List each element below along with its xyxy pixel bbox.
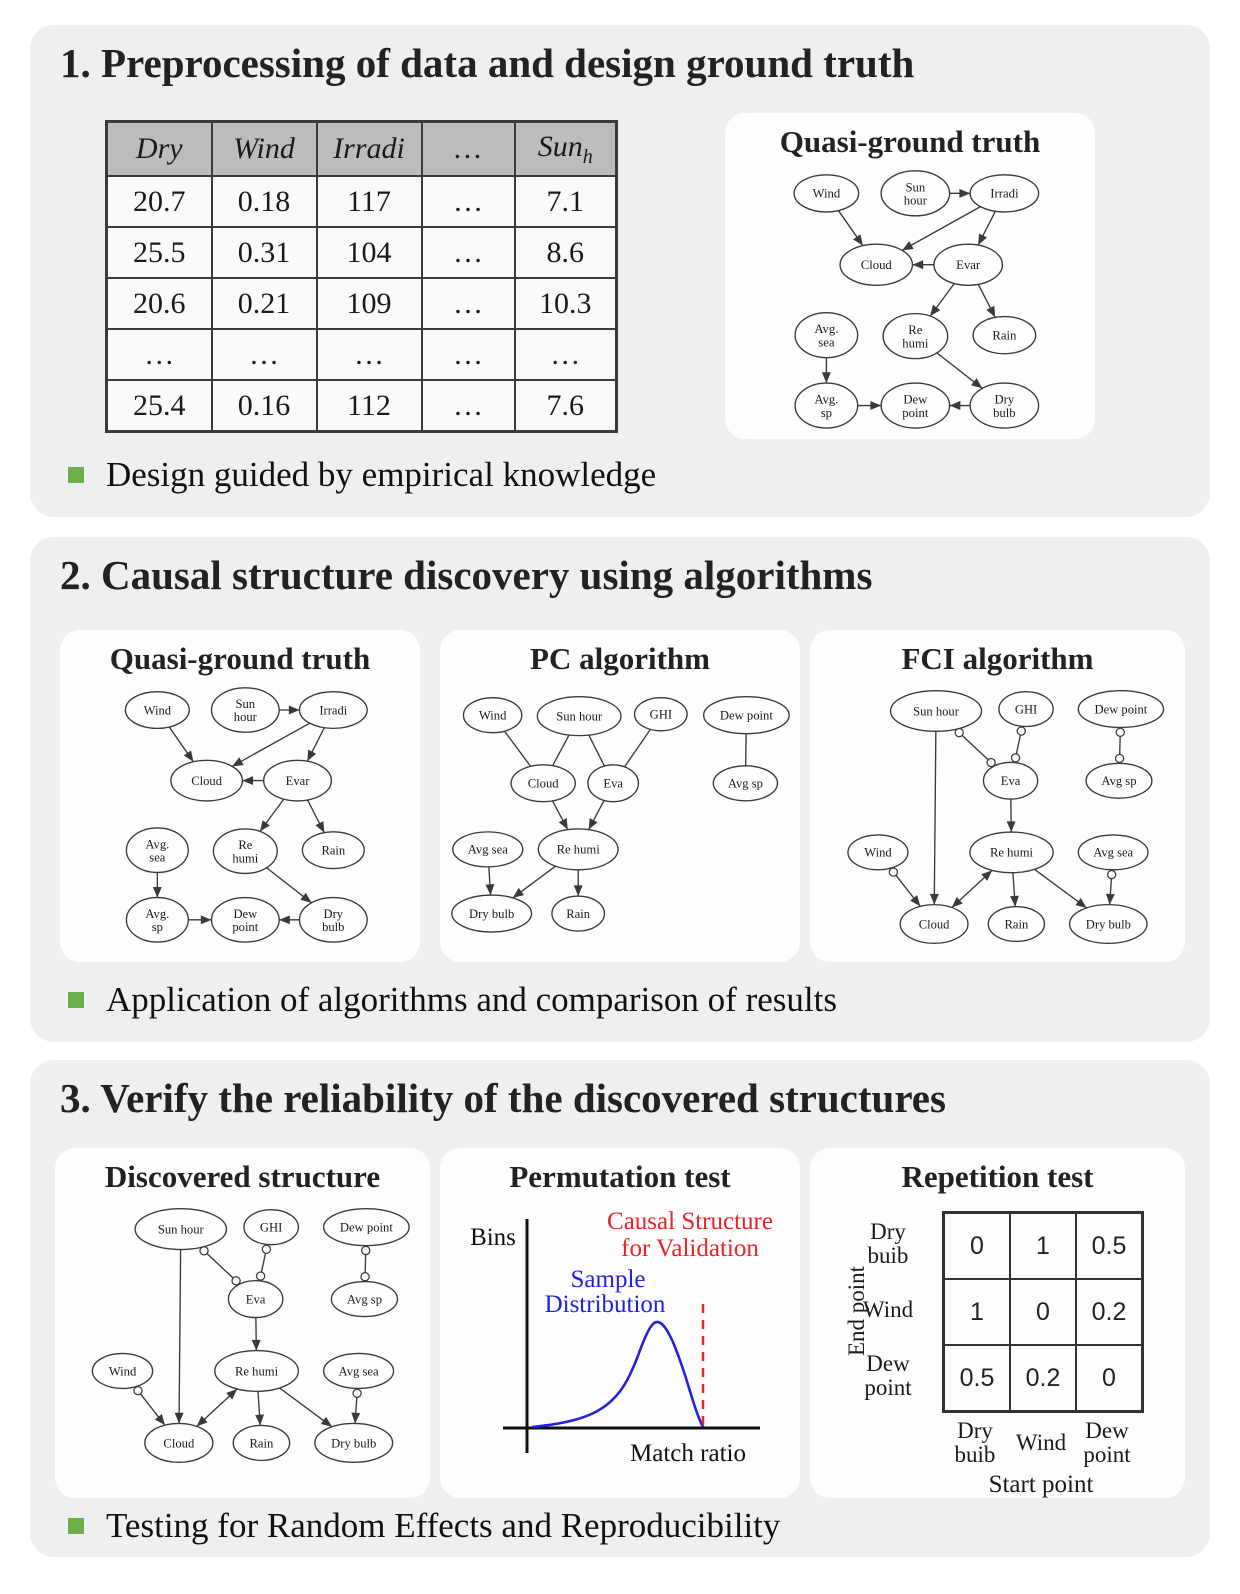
graph-node-ghi [635,698,688,731]
graph-edge-eva-rehumi [1007,799,1016,832]
svg-text:GHI: GHI [1014,702,1038,717]
table-cell: 10.3 [515,278,617,329]
svg-text:Dew point: Dew point [339,1220,393,1235]
graph-edge-sunhour-eva [955,729,995,767]
arrowhead [321,1417,332,1427]
quasi-ground-truth-graph-2 [67,681,413,944]
graph-edge-avgsea-drybulb [1106,870,1116,905]
svg-text:Rain: Rain [321,843,346,858]
graph-edge-avgsp-dewpoint [188,915,211,924]
matrix-cell: 1 [944,1279,1010,1345]
graph-edge-cloud-rehumi [553,801,568,830]
arrowhead [574,885,583,896]
svg-text:Rain: Rain [566,906,591,921]
graph-node-irradi [299,692,367,729]
graph-node-avgsp [795,383,858,428]
table-cell: 0.21 [212,278,317,329]
graph-edge-ghi-eva [1011,726,1025,762]
arrowhead [971,378,982,388]
table-row [107,329,617,380]
section-1-preprocessing [30,25,1210,517]
bullet-text-2: Application of algorithms and comparison of results [106,980,837,1019]
graph-node-eva [228,1281,282,1318]
svg-text:Eva: Eva [603,776,624,791]
table-cell: 0.18 [212,176,317,227]
graph-node-avgsea [1078,835,1148,870]
matrix-cell: 0 [1076,1345,1142,1411]
svg-text:Rehumi: Re humi [232,838,259,866]
arrowhead [300,893,311,903]
graph-node-dewpoint [324,1209,410,1246]
graph-edge-evar-rain [308,800,325,833]
matrix-cell: 0 [944,1213,1010,1279]
graph-node-rehumi [213,829,277,873]
table-cell: 0.31 [212,227,317,278]
section-1-title: 1. Preprocessing of data and design ground truth [60,40,915,86]
card-title-quasi-1: Quasi-ground truth [779,124,1041,159]
graph-edge-sunhour-cloud [930,731,939,904]
graph-node-rain [552,896,605,931]
svg-text:Sun hour: Sun hour [913,704,959,719]
arrowhead [930,894,939,905]
table-row [107,380,617,432]
graph-node-cloud [171,760,243,801]
card-discovered-structure [55,1148,430,1498]
arrowhead [485,884,494,895]
graph-edge-wind-cloud [134,1387,165,1426]
svg-text:Rehumi: Re humi [902,323,929,351]
arrowhead [351,1412,360,1423]
matrix-row-label: Wind [862,1296,914,1322]
table-cell: 104 [317,227,422,278]
graph-edge-dewpoint-avgsp [1116,727,1125,763]
card-title-discovered: Discovered structure [104,1159,381,1194]
graph-edge-drybulb-dewpoint [279,915,299,924]
graph-node-drybulb [315,1423,393,1462]
y-axis-label: Bins [470,1224,516,1251]
svg-text:Avg.sp: Avg. sp [145,906,170,934]
matrix-grid [942,1211,1144,1413]
sample-distribution-curve [532,1322,703,1427]
arrowhead [902,241,914,250]
arrowhead [950,401,961,410]
graph-edge-wind-cloud [505,731,531,766]
graph-node-rehumi [215,1351,299,1392]
graph-node-eva [588,765,639,802]
graph-node-avgsea [453,832,523,867]
table-cell: 0.16 [212,380,317,432]
pc-algorithm-graph [445,681,795,939]
matrix-col-label: Dew point [1083,1417,1131,1467]
matrix-row-label: Dew point [864,1350,912,1400]
arrowhead [910,895,920,906]
svg-text:Irradi: Irradi [990,186,1019,201]
graph-edge-sunhour-eva [200,1247,240,1285]
svg-text:Rain: Rain [992,328,1017,343]
x-axis-label: Match ratio [630,1440,746,1467]
graph-edge-sunhour-cloud [175,1250,184,1424]
graph-node-sunhour [881,171,949,216]
table-cell: … [422,227,515,278]
matrix-row-label: Dry buib [867,1218,909,1268]
bullet-row-2 [68,980,837,1020]
graph-edge-sunhour-irradi [950,189,971,198]
matrix-cell: 0.2 [1076,1279,1142,1345]
bullet-icon [68,992,84,1008]
graph-edge-cloud-rehumi [952,870,992,907]
graph-node-cloud [145,1423,213,1462]
arrowhead [1075,898,1086,908]
matrix-cell: 0.2 [1010,1345,1076,1411]
svg-text:Wind: Wind [108,1364,137,1379]
graph-edge-wind-cloud [889,868,920,906]
quasi-ground-truth-graph-1 [735,164,1085,430]
graph-node-rehumi [970,832,1053,873]
svg-text:GHI: GHI [649,707,673,722]
matrix-col-label: Wind [1015,1429,1067,1455]
graph-node-rain [302,832,364,869]
svg-text:Cloud: Cloud [191,773,222,788]
graph-edge-rehumi-drybulb [1034,869,1086,908]
svg-text:Drybulb: Dry bulb [993,392,1016,420]
arrowhead [822,372,831,383]
graph-edge-cloud-rehumi [197,1389,237,1426]
graph-edge-evar-rehumi [930,283,954,316]
matrix-cell: 0 [1010,1279,1076,1345]
svg-text:Sunhour: Sun hour [903,180,928,208]
arrowhead [175,1413,184,1424]
table-header-cell: Wind [212,122,317,177]
graph-node-evar [264,760,332,801]
graph-node-sunhour [537,697,621,736]
graph-edge-wind-cloud [169,727,193,762]
graph-edge-evar-rain [978,284,995,317]
graph-node-avgsp [1086,763,1152,798]
table-cell: … [422,176,515,227]
graph-node-avgsp [331,1282,397,1317]
graph-node-sunhour [135,1209,226,1250]
bullet-row-3 [68,1506,780,1546]
validation-label-line1: Causal Structure [607,1208,773,1235]
start-point-axis-label: Start point [988,1471,1094,1498]
card-quasi-ground-truth-1 [725,113,1095,439]
graph-node-dewpoint [1078,691,1163,728]
graph-edge-evar-cloud [242,776,263,785]
graph-node-cloud [840,244,912,285]
arrowhead [870,401,881,410]
table-cell: 7.6 [515,380,617,432]
graph-node-dewpoint [704,697,790,734]
svg-text:Avg.sea: Avg. sea [814,322,839,350]
table-header-cell: … [422,122,515,177]
svg-text:Evar: Evar [956,258,981,273]
table-row [107,227,617,278]
arrowhead [853,234,863,245]
svg-text:Rain: Rain [1004,917,1029,932]
graph-node-evar [934,244,1002,285]
bullet-text-3: Testing for Random Effects and Reproducibility [106,1506,781,1545]
table-cell: 20.7 [107,176,212,227]
graph-edge-rehumi-drybulb [513,866,556,898]
graph-node-sunhour [211,688,279,732]
bullet-row-1 [68,455,656,495]
graph-node-cloud [511,765,575,802]
graph-node-drybulb [299,898,367,942]
graph-node-rehumi [538,829,618,870]
table-cell: … [422,380,515,432]
table-cell: 7.1 [515,176,617,227]
graph-node-dewpoint [211,898,279,942]
table-header-cell: Irradi [317,122,422,177]
section-3-verify [30,1060,1210,1557]
graph-node-dewpoint [881,383,949,428]
svg-text:Wind: Wind [812,186,841,201]
card-repetition-test [810,1148,1185,1498]
svg-text:Avg sp: Avg sp [346,1292,383,1307]
table-cell: 8.6 [515,227,617,278]
graph-edge-drybulb-dewpoint [950,401,971,410]
graph-edge-wind-cloud [838,211,862,246]
graph-edge-evar-rehumi [260,799,284,831]
graph-node-wind [125,692,189,729]
arrowhead [930,305,940,316]
graph-node-rain [973,317,1036,354]
matrix-cell: 0.5 [944,1345,1010,1411]
svg-text:Sun hour: Sun hour [157,1222,204,1237]
arrowhead [232,757,243,766]
table-cell: … [107,329,212,380]
graph-node-avgsea [324,1353,394,1388]
graph-node-drybulb [1070,905,1147,944]
table-row [107,278,617,329]
svg-text:Cloud: Cloud [527,776,559,791]
arrowhead [153,887,162,898]
arrowhead [513,888,524,898]
sample-label-line1: Sample [570,1266,646,1293]
graph-node-rain [233,1425,289,1460]
graph-edge-dewpoint-avgsp [361,1246,370,1282]
arrowhead [260,820,270,831]
graph-edge-avgsea-avgsp [153,872,162,897]
arrowhead [252,1340,261,1351]
table-cell: 20.6 [107,278,212,329]
svg-text:Avg sea: Avg sea [1093,845,1134,860]
svg-text:Cloud: Cloud [860,258,892,273]
arrowhead [1010,896,1019,907]
bullet-icon [68,467,84,483]
graph-edge-irradi-evar [978,211,995,245]
svg-text:Irradi: Irradi [319,703,348,718]
graph-node-irradi [970,175,1038,212]
graph-edge-ghi-eva [257,1245,271,1281]
card-title-quasi-2: Quasi-ground truth [109,641,371,676]
graph-node-wind [92,1353,152,1388]
validation-label-line2: for Validation [621,1235,759,1262]
bullet-icon [68,1518,84,1534]
graph-edge-avgsea-avgsp [822,358,831,383]
svg-text:Drybulb: Dry bulb [322,906,345,934]
arrowhead [1007,821,1016,832]
svg-text:Cloud: Cloud [163,1436,195,1451]
svg-text:Avg sea: Avg sea [338,1364,379,1379]
data-table [105,120,618,433]
table-cell: … [422,329,515,380]
graph-edge-avgsea-drybulb [485,867,494,895]
graph-node-drybulb [970,383,1038,428]
svg-text:Avg sp: Avg sp [727,776,764,791]
graph-edge-rehumi-drybulb [937,353,982,388]
svg-text:GHI: GHI [259,1220,283,1235]
repetition-matrix [810,1198,1185,1498]
table-cell: 109 [317,278,422,329]
svg-text:Evar: Evar [285,773,310,788]
arrowhead [959,189,970,198]
graph-edge-sunhour-eva [589,735,605,766]
table-cell: 25.5 [107,227,212,278]
svg-text:Eva: Eva [245,1292,266,1307]
svg-text:Cloud: Cloud [918,917,950,932]
graph-edge-avgsp-dewpoint [858,401,881,410]
graph-edge-rehumi-drybulb [267,868,312,903]
svg-text:Rain: Rain [249,1436,274,1451]
svg-text:Avg.sp: Avg. sp [814,392,839,420]
graph-node-avgsea [126,828,188,872]
card-title-pc: PC algorithm [530,641,710,676]
svg-text:Dry bulb: Dry bulb [331,1436,377,1451]
table-cell: 112 [317,380,422,432]
svg-text:Sun hour: Sun hour [556,709,603,724]
arrowhead [255,1414,264,1425]
graph-edge-avgsea-drybulb [351,1388,361,1423]
bullet-text-1: Design guided by empirical knowledge [106,455,657,494]
svg-text:Sunhour: Sun hour [233,697,257,725]
arrowhead [279,915,290,924]
graph-node-ghi [244,1210,298,1245]
arrowhead [201,915,212,924]
table-cell: … [317,329,422,380]
graph-node-wind [848,835,908,870]
graph-edge-rehumi-rain [255,1391,264,1425]
table-header-cell: Sun$_h$ [515,122,617,177]
graph-edge-rehumi-rain [1010,873,1019,907]
end-point-axis-label: End point [844,1265,869,1357]
graph-edge-eva-rehumi [252,1318,261,1351]
graph-node-cloud [900,905,968,944]
card-title-fci: FCI algorithm [901,641,1094,676]
graph-edge-eva-rehumi [589,800,604,829]
table-header-cell: Dry [107,122,212,177]
graph-edge-sunhour-irradi [279,706,299,715]
svg-text:Wind: Wind [143,703,172,718]
graph-node-avgsp [713,766,777,801]
svg-text:Dry bulb: Dry bulb [469,906,515,921]
svg-text:Avg sea: Avg sea [467,842,508,857]
svg-text:Re humi: Re humi [556,842,600,857]
svg-text:Dew point: Dew point [719,708,773,723]
graph-node-drybulb [452,895,532,932]
table-cell: 25.4 [107,380,212,432]
svg-text:Dewpoint: Dew point [902,392,929,420]
svg-text:Wind: Wind [864,845,892,860]
section-3-title: 3. Verify the reliability of the discovered structures [60,1075,946,1121]
graph-edge-ghi-eva [625,729,651,766]
graph-node-avgsea [795,313,858,358]
svg-text:Eva: Eva [1000,774,1021,789]
permutation-test-plot [445,1199,795,1471]
svg-text:Avg sp: Avg sp [1101,774,1137,789]
sample-label-line2: Distribution [544,1291,666,1318]
card-permutation-test [440,1148,800,1498]
arrowhead [1106,894,1115,905]
section-2-discovery [30,537,1210,1042]
svg-text:Re humi: Re humi [235,1364,279,1379]
graph-edge-sunhour-cloud [553,735,569,766]
card-pc-algorithm [440,630,800,962]
card-title-repetition: Repetition test [901,1159,1094,1194]
table-cell: … [515,329,617,380]
table-row [107,176,617,227]
svg-text:Re humi: Re humi [990,845,1034,860]
table-cell: … [422,278,515,329]
svg-text:Dewpoint: Dew point [232,906,259,934]
arrowhead [289,706,300,715]
svg-text:Dry bulb: Dry bulb [1085,917,1131,932]
matrix-cell: 1 [1010,1213,1076,1279]
graph-edge-evar-cloud [912,260,934,269]
card-quasi-ground-truth-2 [60,630,420,962]
fci-algorithm-graph [816,681,1179,954]
matrix-col-label: Dry buib [954,1417,996,1467]
graph-node-eva [983,762,1037,799]
svg-text:Dew point: Dew point [1094,702,1148,717]
section-2-title: 2. Causal structure discovery using algorithms [60,552,873,598]
table-cell: … [212,329,317,380]
graph-node-rain [988,907,1044,942]
graph-node-sunhour [891,691,982,732]
graph-node-ghi [999,692,1053,727]
matrix-cell: 0.5 [1076,1213,1142,1279]
graph-node-wind [794,175,859,212]
svg-text:Avg.sea: Avg. sea [145,837,170,865]
graph-node-rehumi [883,314,948,359]
svg-text:Wind: Wind [478,708,507,723]
graph-edge-rehumi-drybulb [280,1388,332,1427]
arrowhead [242,776,253,785]
arrowhead [155,1414,165,1425]
graph-node-avgsp [126,898,188,942]
card-title-permutation: Permutation test [509,1159,731,1194]
graph-node-wind [463,698,521,733]
card-fci-algorithm [810,630,1185,962]
graph-edge-rehumi-rain [574,870,583,896]
arrowhead [184,750,194,761]
graph-edge-irradi-evar [307,728,324,761]
discovered-structure-graph [60,1199,425,1473]
arrowhead [912,260,923,269]
table-cell: 117 [317,176,422,227]
